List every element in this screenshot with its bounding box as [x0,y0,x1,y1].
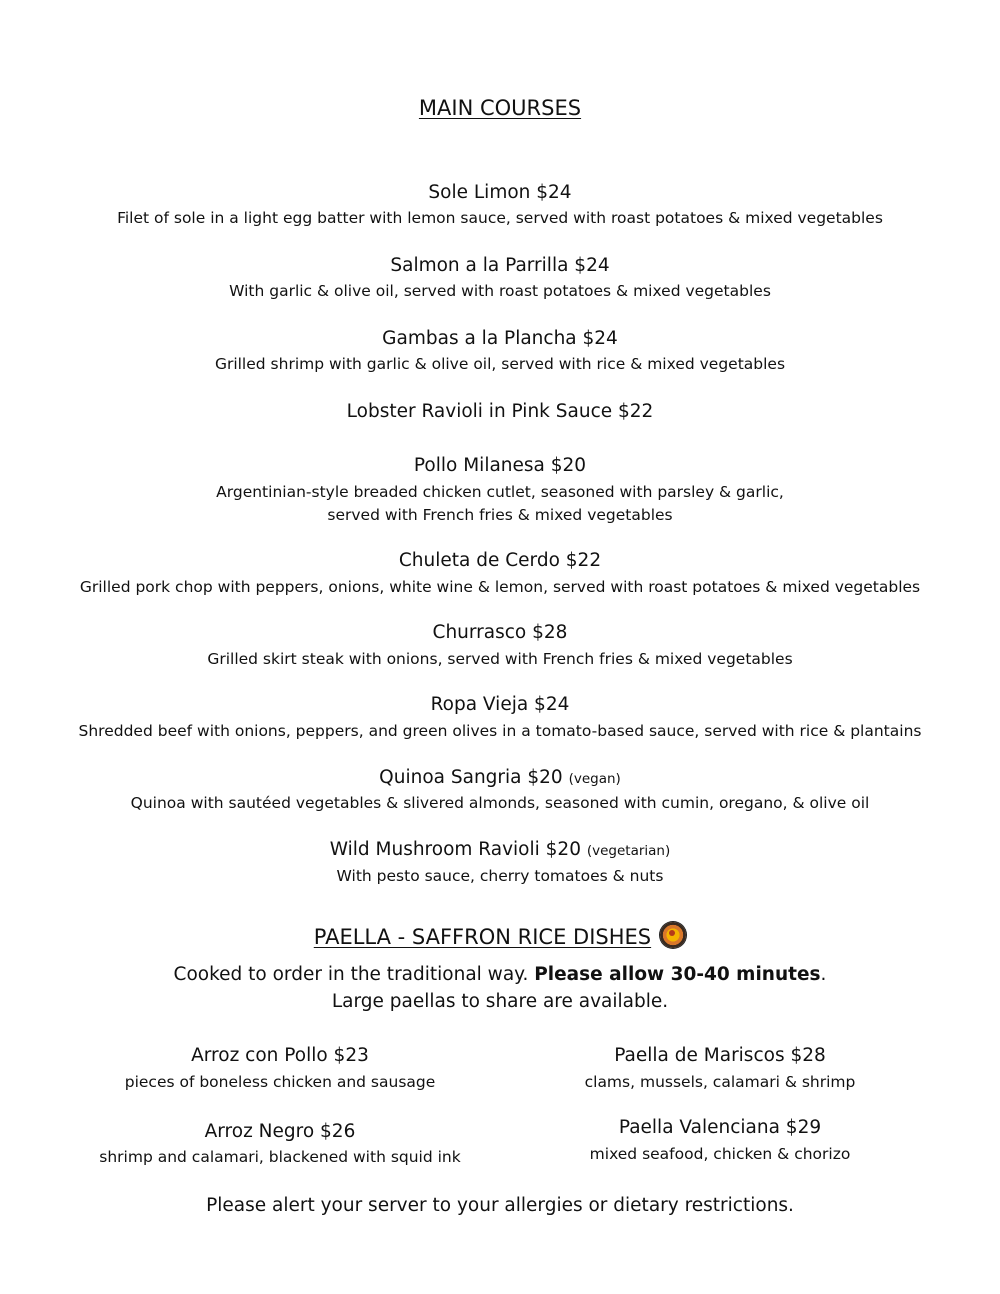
menu-item-name: Wild Mushroom Ravioli $20 [329,839,581,860]
menu-item-name: Quinoa Sangria $20 [379,767,563,788]
menu-item-desc: Grilled shrimp with garlic & olive oil, served with rice & mixed vegetables [214,355,786,373]
paella-item-desc: mixed seafood, chicken & chorizo [589,1145,851,1163]
paella-intro [0,964,1000,985]
paella-intro-end: . [820,964,827,985]
menu-item-desc: With pesto sauce, cherry tomatoes & nuts [336,867,664,885]
menu-item-desc: Shredded beef with onions, peppers, and green olives in a tomato-based sauce, served with rice & plantains [78,722,922,740]
menu-item-desc: Grilled pork chop with peppers, onions, white wine & lemon, served with roast potatoes & mixed vegetables [79,578,921,596]
paella-intro-text: Cooked to order in the traditional way. [173,964,535,985]
paella-item-desc: shrimp and calamari, blackened with squid ink [99,1148,461,1166]
menu-item-desc: Filet of sole in a light egg batter with lemon sauce, served with roast potatoes & mixed vegetables [117,209,883,227]
menu-item-name: Chuleta de Cerdo $22 [398,550,602,571]
paella-item-name: Paella de Mariscos $28 [614,1045,826,1066]
menu-item-name: Ropa Vieja $24 [430,694,570,715]
menu-item-name: Pollo Milanesa $20 [413,455,587,476]
menu-item-name: Churrasco $28 [432,622,568,643]
diet-note: (vegetarian) [586,843,671,859]
paella-item-name: Arroz con Pollo $23 [191,1045,369,1066]
menu-item-desc: Grilled skirt steak with onions, served with French fries & mixed vegetables [207,650,793,668]
menu-item-desc: Quinoa with sautéed vegetables & slivered almonds, seasoned with cumin, oregano, & olive oil [130,794,870,812]
menu-item-name: Salmon a la Parrilla $24 [390,255,610,276]
menu-item-name: Gambas a la Plancha $24 [382,328,618,349]
paella-intro-emphasis: Please allow 30-40 minutes [534,964,821,985]
menu-item-name-row [0,839,1000,860]
allergy-footer: Please alert your server to your allergies or dietary restrictions. [206,1195,794,1216]
menu-item-name: Sole Limon $24 [428,182,572,203]
menu-item-desc-line2: served with French fries & mixed vegetables [327,506,673,524]
diet-note: (vegan) [568,771,621,787]
paella-item-desc: pieces of boneless chicken and sausage [124,1073,436,1091]
paella-item-desc: clams, mussels, calamari & shrimp [584,1073,856,1091]
paella-heading-row [0,922,1000,949]
main-courses-heading: MAIN COURSES [418,96,582,120]
paella-item-name: Paella Valenciana $29 [618,1117,822,1138]
paella-intro-line2: Large paellas to share are available. [331,991,669,1012]
paella-heading: PAELLA - SAFFRON RICE DISHES [313,925,652,949]
paella-pan-icon [660,922,686,948]
paella-item-name: Arroz Negro $26 [204,1121,356,1142]
menu-item-desc: With garlic & olive oil, served with roast potatoes & mixed vegetables [229,282,771,300]
menu-item-name-row [0,767,1000,788]
menu-item-name: Lobster Ravioli in Pink Sauce $22 [346,401,654,422]
menu-item-desc: Argentinian-style breaded chicken cutlet, seasoned with parsley & garlic, [216,483,784,501]
